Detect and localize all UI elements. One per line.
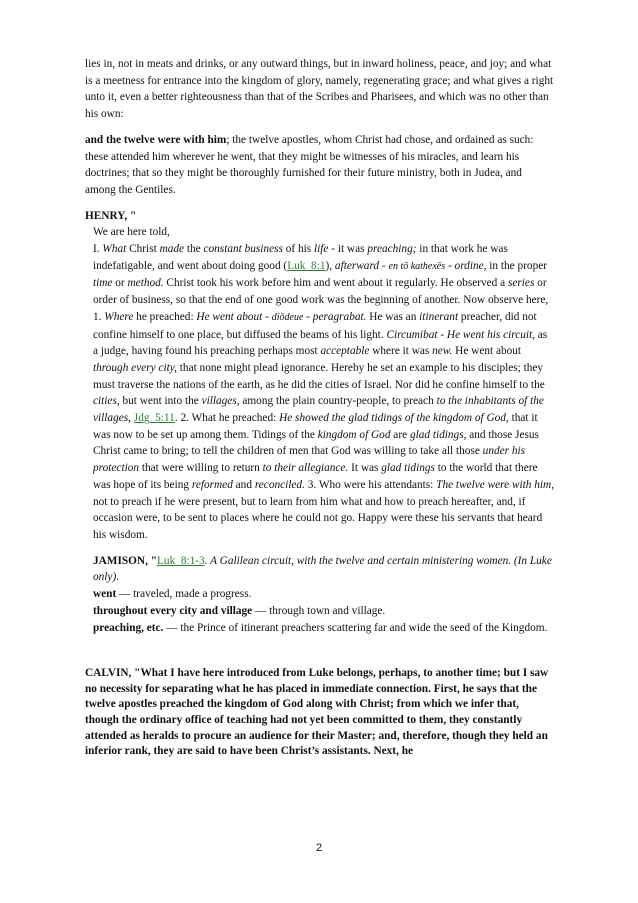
italic-span: - ordine, — [445, 259, 487, 272]
italic-span: kingdom of God — [317, 428, 391, 441]
text-span: that none might plead ignorance. Hereby he set an example to his disciples; they must traverse the nations of the earth, as he did the cities of Israel. Nor did he confine himself to the — [93, 361, 545, 391]
text-span: I. — [93, 243, 103, 256]
italic-span: glad tidings — [381, 462, 435, 475]
italic-span: time — [93, 277, 113, 290]
greek-term: en tō kathexēs — [388, 260, 446, 272]
definition: — traveled, made a progress. — [116, 588, 252, 601]
document-page — [85, 56, 555, 760]
text-span: and those Jesus Christ came to bring; to tell the children of men that God was willing to take all those — [93, 428, 539, 458]
paragraph-intro: lies in, not in meats and drinks, or any outward things, but in inward holiness, peace, and joy; and what is a meetness for entrance into the kingdom of glory, namely, regenerating grace; and what gives a right unto it, even a better righteousness than that of the Scribes and Pharisees, and which was no other than his own: — [85, 58, 554, 121]
italic-span: reconciled. — [254, 478, 305, 491]
definition: — through town and village. — [252, 604, 386, 617]
text-span: among the plain country-people, to preach — [239, 395, 437, 408]
text-span: where it was — [369, 345, 433, 358]
italic-span: under his protection — [93, 445, 526, 475]
text-span: but went into the — [119, 395, 202, 408]
text-span: that it was now to be set up among them. Tidings of the — [93, 412, 538, 441]
text-span: are — [390, 428, 410, 441]
text-span: He went about — [452, 345, 522, 358]
text-span: Christ — [126, 243, 160, 256]
italic-span: to the inhabitants of the villages, — [93, 395, 544, 425]
henry-heading: HENRY, " — [85, 209, 137, 222]
text-span: and — [232, 478, 255, 491]
text-span: - it was — [328, 243, 368, 256]
italic-span: series — [507, 277, 535, 290]
text-span: as a judge, having found his preaching perhaps most — [93, 328, 548, 358]
italic-span: afterward — [334, 259, 380, 272]
italic-span: made — [159, 243, 185, 256]
bold-phrase: and the twelve were with him — [85, 133, 227, 146]
italic-span: acceptable — [320, 345, 370, 358]
henry-intro: We are here told, — [93, 226, 170, 239]
greek-term: diōdeue — [271, 311, 304, 323]
italic-span: . A Galilean circuit, with the twelve and certain ministering women. (In Luke only). — [93, 554, 552, 584]
italic-span: The twelve were with him, — [436, 478, 555, 491]
scripture-link-luk-8-1[interactable]: Luk_8:1 — [287, 259, 326, 272]
italic-span: life — [313, 243, 329, 256]
text-span: of his — [282, 243, 314, 256]
italic-span: He showed the glad tidings of the kingdom of God, — [279, 412, 509, 425]
calvin-paragraph: CALVIN, "What I have here introduced from Luke belongs, perhaps, to another time; but I saw no necessity for separating what he has placed in immediate connection. First, he says that the twelve apostles preached the kingdom of God along with Christ; from which we infer that, though the ordinary office of teaching had not yet been committed to them, they constantly attended as heralds to procure an audience for their Master; and, therefore, though they held an inferior rank, they are said to have been Christ’s assistants. Next, he — [85, 667, 549, 758]
text-span: to the world that there was hope of its being — [93, 462, 538, 491]
text-span: 3. Who were his attendants: — [304, 478, 437, 491]
italic-span: He went about — [196, 310, 263, 323]
italic-span: glad tidings, — [409, 428, 467, 441]
scripture-link-luk-8-1-3[interactable]: Luk_8:1-3 — [157, 554, 205, 567]
page-number: 2 — [315, 842, 323, 854]
jamison-note-preaching — [85, 620, 555, 637]
italic-span: What — [102, 243, 127, 256]
jamison-heading: JAMISON, " — [93, 554, 158, 567]
text-span: ), — [325, 259, 335, 272]
jamison-paragraph — [85, 553, 555, 586]
text-span: It was — [348, 462, 382, 475]
scripture-link-jdg-5-11[interactable]: Jdg_5:11 — [133, 412, 175, 425]
text-span: He was an — [366, 310, 420, 323]
paragraph-twelve — [85, 132, 555, 199]
italic-span: cities, — [93, 395, 120, 408]
text-span: that were willing to return — [139, 462, 263, 475]
italic-span: preaching; — [367, 243, 417, 256]
text-span: in that work he was indefatigable, and went about doing good ( — [93, 243, 508, 272]
text-span: - — [262, 310, 272, 323]
italic-span: itinerant — [419, 310, 459, 323]
text-span: . 2. What he preached: — [174, 412, 280, 425]
text-span: or — [112, 277, 128, 290]
term: preaching, etc. — [93, 621, 164, 634]
italic-span: new. — [432, 345, 453, 358]
paragraph-text: ; the twelve apostles, whom Christ had chose, and ordained as such: these attended him wherever he went, that they might be witnesses of his miracles, and learn his doctrines; that so they might be thoroughly furnished for their future ministry, both in Judea, and among the Gentiles. — [85, 133, 534, 196]
italic-span: method. — [127, 277, 164, 290]
text-span: not to preach if he were present, but to learn from him what and how to preach hereafter, and, if occasion were, to be sent to places where he could not go. Happy were these his servants that heard his wisdom. — [93, 495, 543, 541]
henry-paragraph — [85, 241, 555, 544]
text-span: preacher, did not confine himself to one place, but diffused the beams of his light. — [93, 310, 537, 341]
italic-span: through every city, — [93, 361, 177, 374]
text-span: in the proper — [486, 259, 547, 272]
text-span: the — [184, 243, 204, 256]
text-span: Christ took his work before him and went about it regularly. He observed a — [163, 277, 508, 290]
text-span: - — [379, 259, 389, 272]
italic-span: to their allegiance. — [262, 462, 349, 475]
text-span: he preached: — [133, 310, 197, 323]
italic-span: villages, — [201, 395, 240, 408]
italic-span: reformed — [191, 478, 233, 491]
italic-span: constant business — [203, 243, 283, 256]
jamison-note-city — [85, 603, 555, 620]
definition: — the Prince of itinerant preachers scattering far and wide the seed of the Kingdom. — [163, 621, 548, 634]
text-span: or order of business, so that the end of one good work was the beginning of another. Now observe here, 1. — [93, 277, 549, 323]
italic-span: Where — [104, 310, 134, 323]
italic-span: - peragrabat. — [303, 310, 367, 323]
italic-span: Circumibat - He went his circuit, — [386, 328, 535, 341]
term: went — [93, 588, 117, 601]
term: throughout every city and village — [93, 604, 253, 617]
jamison-note-went — [85, 586, 555, 603]
